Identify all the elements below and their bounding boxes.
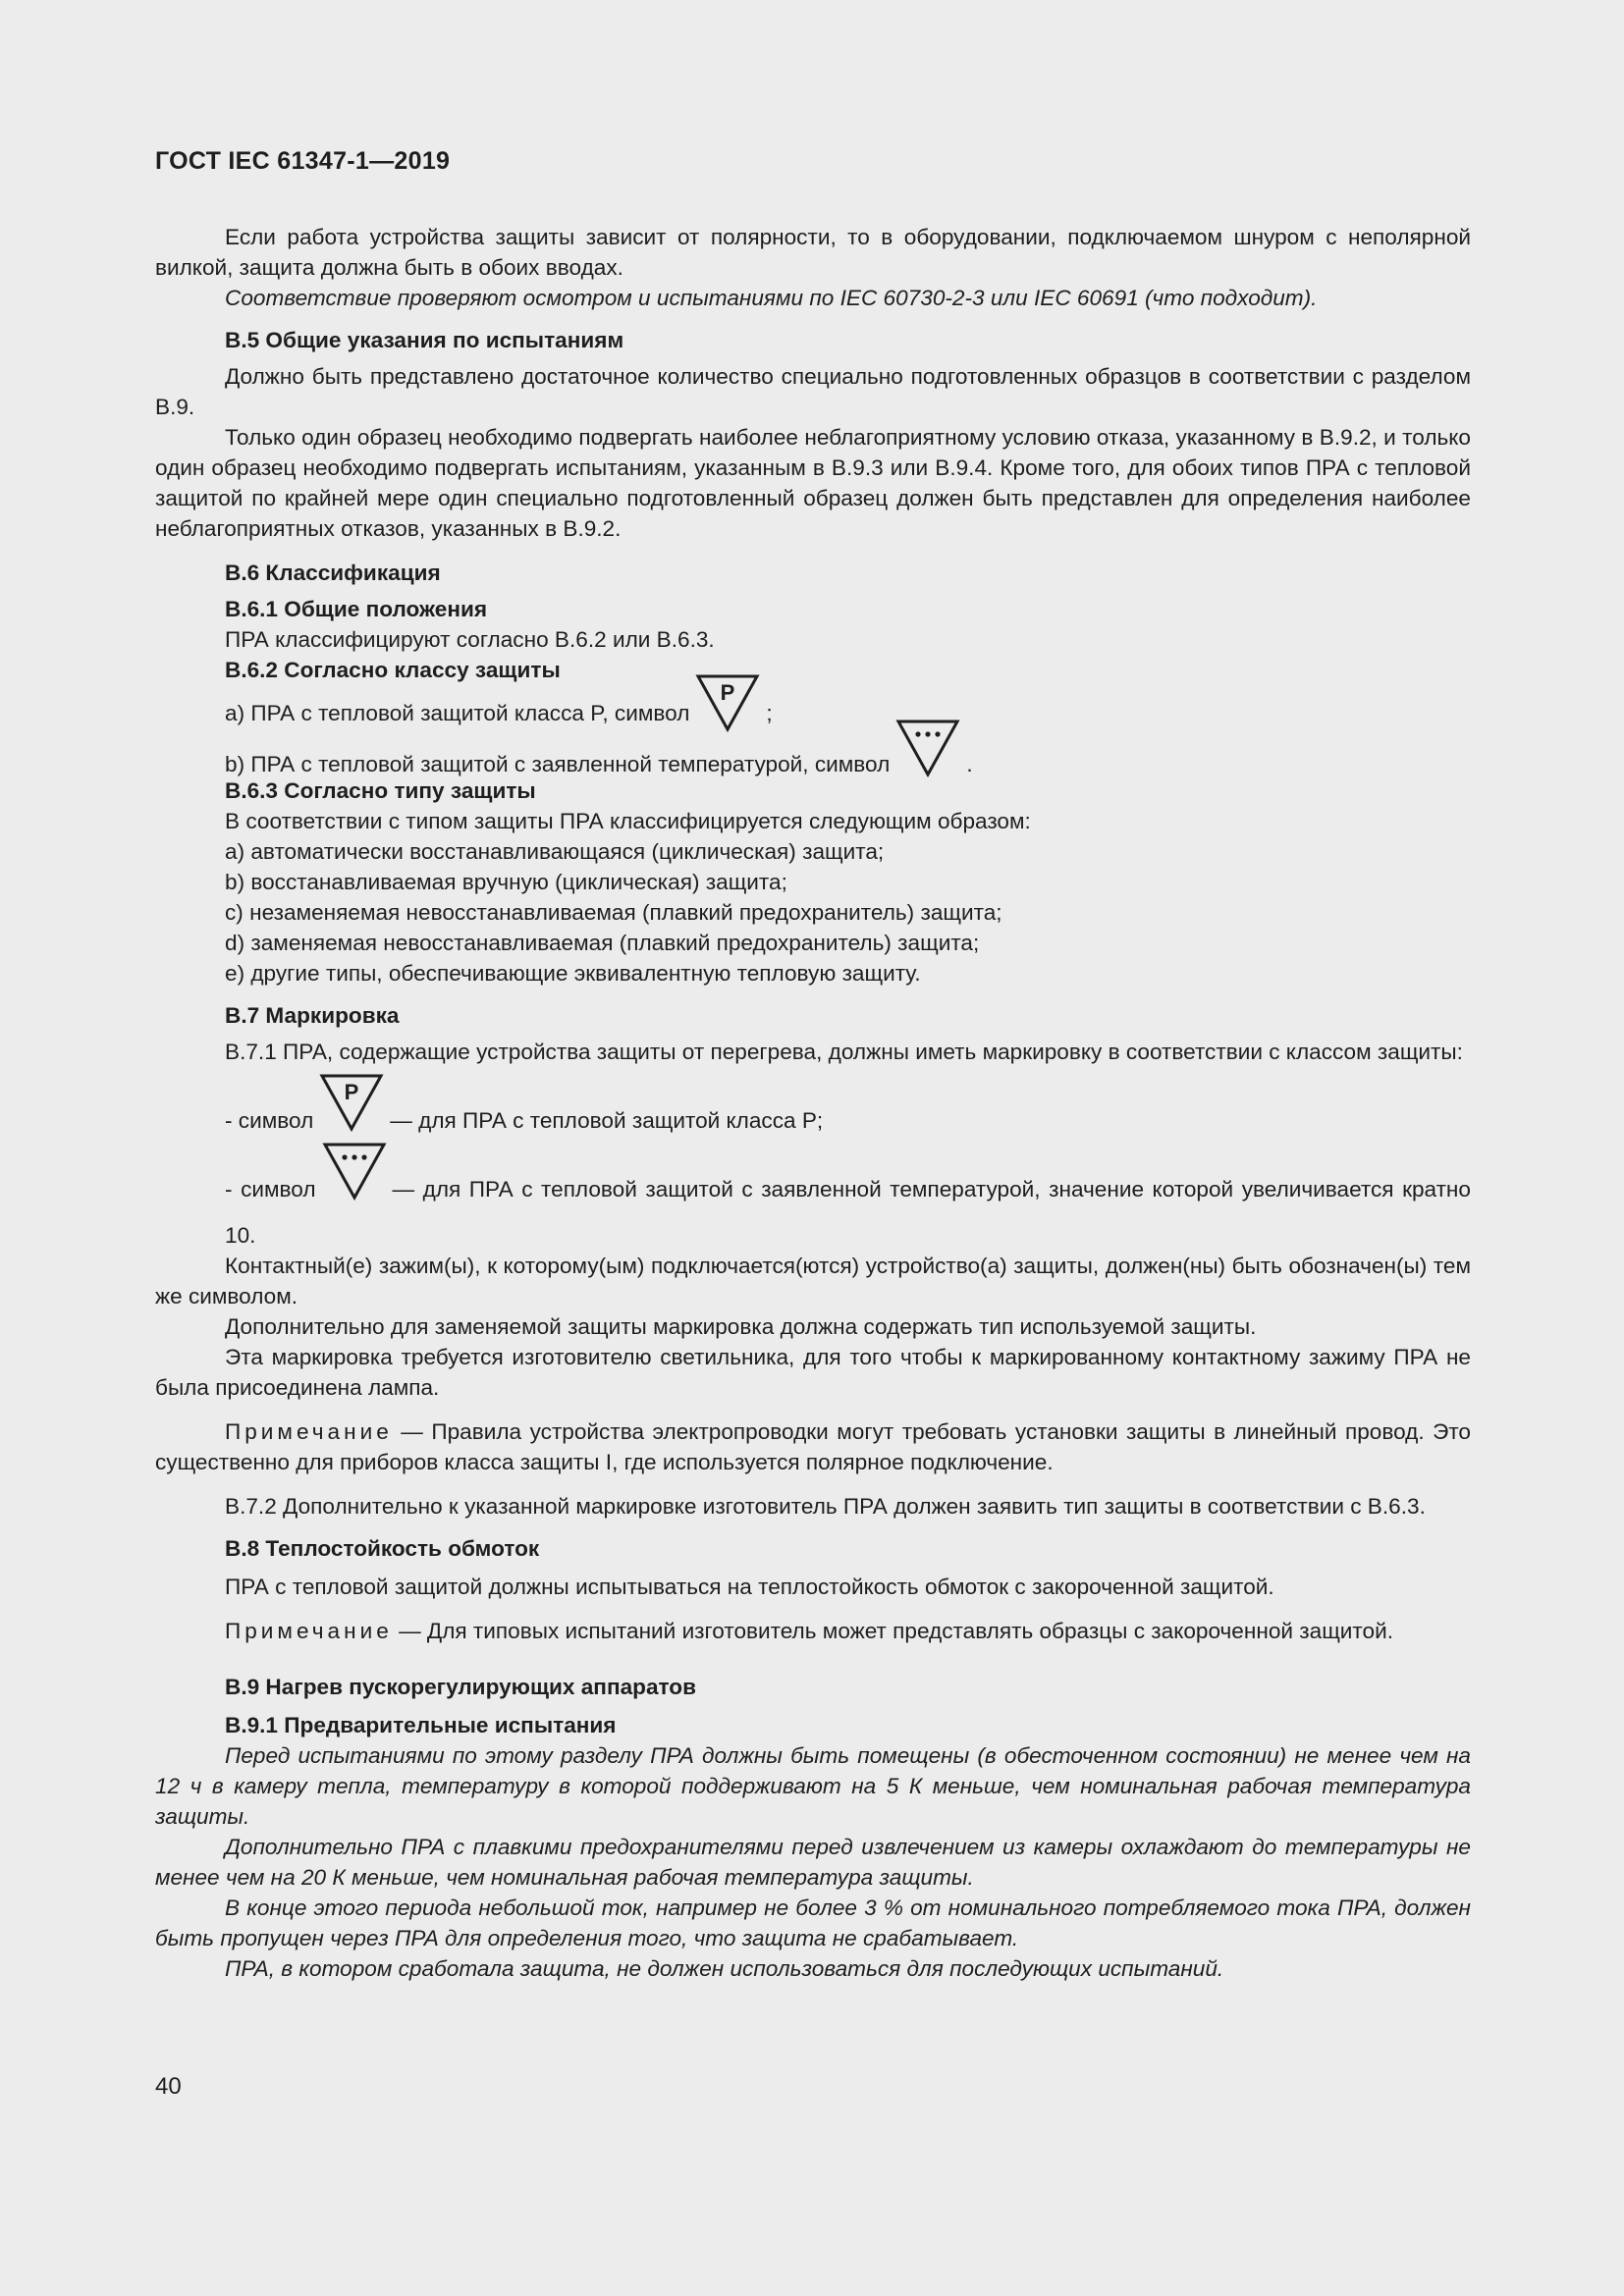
heading-b6-1: B.6.1 Общие положения (225, 597, 488, 621)
heading-b9-1: B.9.1 Предварительные испытания (225, 1713, 617, 1737)
svg-text:P: P (344, 1080, 359, 1104)
paragraph-b6-3-intro: В соответствии с типом защиты ПРА классифицируется следующим образом: (225, 809, 1031, 833)
declared-temp-symbol-icon (895, 719, 960, 777)
paragraph-b8: ПРА с тепловой защитой должны испытываться на теплостойкость обмоток с закороченной защитой. (225, 1575, 1274, 1599)
page-body (155, 222, 1471, 1984)
paragraph-b9-1-2: Дополнительно ПРА с плавкими предохранителями перед извлечением из камеры охлаждают до температуры не менее чем на 20 К меньше, чем номинальная рабочая температура защиты. (155, 1835, 1471, 1890)
svg-text:P: P (721, 680, 735, 705)
paragraph-b5-2: Только один образец необходимо подвергать наиболее неблагоприятному условию отказа, указанному в B.9.2, и только один образец необходимо подвергать испытаниям, указанным в B.9.3 или B.9.4. Кроме того, для обоих типов ПРА с тепловой защитой по крайней мере один специально подготовленный образец должен быть представлен для определения наиболее неблагоприятных отказов, указанных в B.9.2. (155, 425, 1471, 541)
list-item-declared-temp: b) ПРА с тепловой защитой с заявленной температурой, символ . (155, 736, 1471, 775)
note-wiring: Примечание — Правила устройства электропроводки могут требовать установки защиты в линейный провод. Это существенно для приборов класса защиты I, где используется полярное подключение. (155, 1419, 1471, 1474)
heading-b5: B.5 Общие указания по испытаниям (225, 328, 624, 352)
class-p-symbol-icon (319, 1073, 384, 1132)
paragraph-b7-1-terminals: Контактный(е) зажим(ы), к которому(ым) подключается(ются) устройство(а) защиты, должен(ны) быть обозначен(ы) тем же символом. (155, 1254, 1471, 1308)
paragraph-b7-1-replaceable: Дополнительно для заменяемой защиты маркировка должна содержать тип используемой защиты. (225, 1314, 1257, 1339)
paragraph-b9-1-4: ПРА, в котором сработала защита, не должен использоваться для последующих испытаний. (225, 1956, 1224, 1981)
list-item: e) другие типы, обеспечивающие эквивалентную тепловую защиту. (225, 961, 921, 986)
paragraph-b6-1: ПРА классифицируют согласно B.6.2 или B.6.3. (225, 627, 715, 652)
paragraph-b7-2: B.7.2 Дополнительно к указанной маркировке изготовитель ПРА должен заявить тип защиты в соответствии с B.6.3. (225, 1494, 1426, 1519)
marking-line-class-p: - символ P — для ПРА с тепловой защитой класса P; (155, 1067, 1471, 1136)
declared-temp-symbol-icon (322, 1142, 387, 1201)
paragraph-b7-1: B.7.1 ПРА, содержащие устройства защиты от перегрева, должны иметь маркировку в соответствии с классом защиты: (225, 1040, 1463, 1064)
note-label: Примечание (225, 1619, 393, 1643)
paragraph-b9-1-3: В конце этого периода небольшой ток, например не более 3 % от номинального потребляемого тока ПРА, должен быть пропущен через ПРА для определения того, что защита не срабатывает. (155, 1896, 1471, 1950)
paragraph-compliance: Соответствие проверяют осмотром и испытаниями по IEC 60730-2-3 или IEC 60691 (что подходит). (225, 286, 1318, 310)
note-type-tests: Примечание — Для типовых испытаний изготовитель может представлять образцы с закороченной защитой. (225, 1619, 1393, 1643)
list-item-class-p: a) ПРА с тепловой защитой класса P, символ P ; (155, 685, 1471, 736)
paragraph-b5-1: Должно быть представлено достаточное количество специально подготовленных образцов в соответствии с разделом B.9. (155, 364, 1471, 419)
heading-b6-2: B.6.2 Согласно классу защиты (225, 658, 561, 682)
heading-b9: B.9 Нагрев пускорегулирующих аппаратов (225, 1675, 696, 1699)
list-item: c) незаменяемая невосстанавливаемая (плавкий предохранитель) защита; (225, 900, 1002, 925)
note-label: Примечание (225, 1419, 393, 1444)
class-p-symbol-icon (695, 673, 760, 732)
marking-line-declared-temp: - символ — для ПРА с тепловой защитой с заявленной температурой, значение которой увеличивается кратно 10. (155, 1161, 1471, 1251)
list-item-declared-temp-text: b) ПРА с тепловой защитой с заявленной температурой, символ (225, 751, 891, 776)
heading-b6: B.6 Классификация (225, 561, 441, 585)
paragraph-b9-1-1: Перед испытаниями по этому разделу ПРА должны быть помещены (в обесточенном состоянии) не менее чем на 12 ч в камеру тепла, температуру в которой поддерживают на 5 К меньше, чем номинальная рабочая температура защиты. (155, 1743, 1471, 1829)
page-number: 40 (155, 2073, 182, 2100)
heading-b7: B.7 Маркировка (225, 1003, 400, 1028)
heading-b8: B.8 Теплостойкость обмоток (225, 1536, 540, 1561)
document-header: ГОСТ IEC 61347-1—2019 (155, 147, 451, 175)
list-item: b) восстанавливаемая вручную (циклическая) защита; (225, 870, 787, 894)
paragraph-polarity: Если работа устройства защиты зависит от полярности, то в оборудовании, подключаемом шнуром с неполярной вилкой, защита должна быть в обоих вводах. (155, 225, 1471, 280)
list-item: a) автоматически восстанавливающаяся (циклическая) защита; (225, 839, 885, 864)
list-item-class-p-text: a) ПРА с тепловой защитой класса P, символ (225, 700, 690, 725)
list-item: d) заменяемая невосстанавливаемая (плавкий предохранитель) защита; (225, 931, 980, 955)
heading-b6-3: B.6.3 Согласно типу защиты (225, 778, 536, 803)
paragraph-b7-1-luminaire: Эта маркировка требуется изготовителю светильника, для того чтобы к маркированному контактному зажиму ПРА не была присоединена лампа. (155, 1345, 1471, 1400)
